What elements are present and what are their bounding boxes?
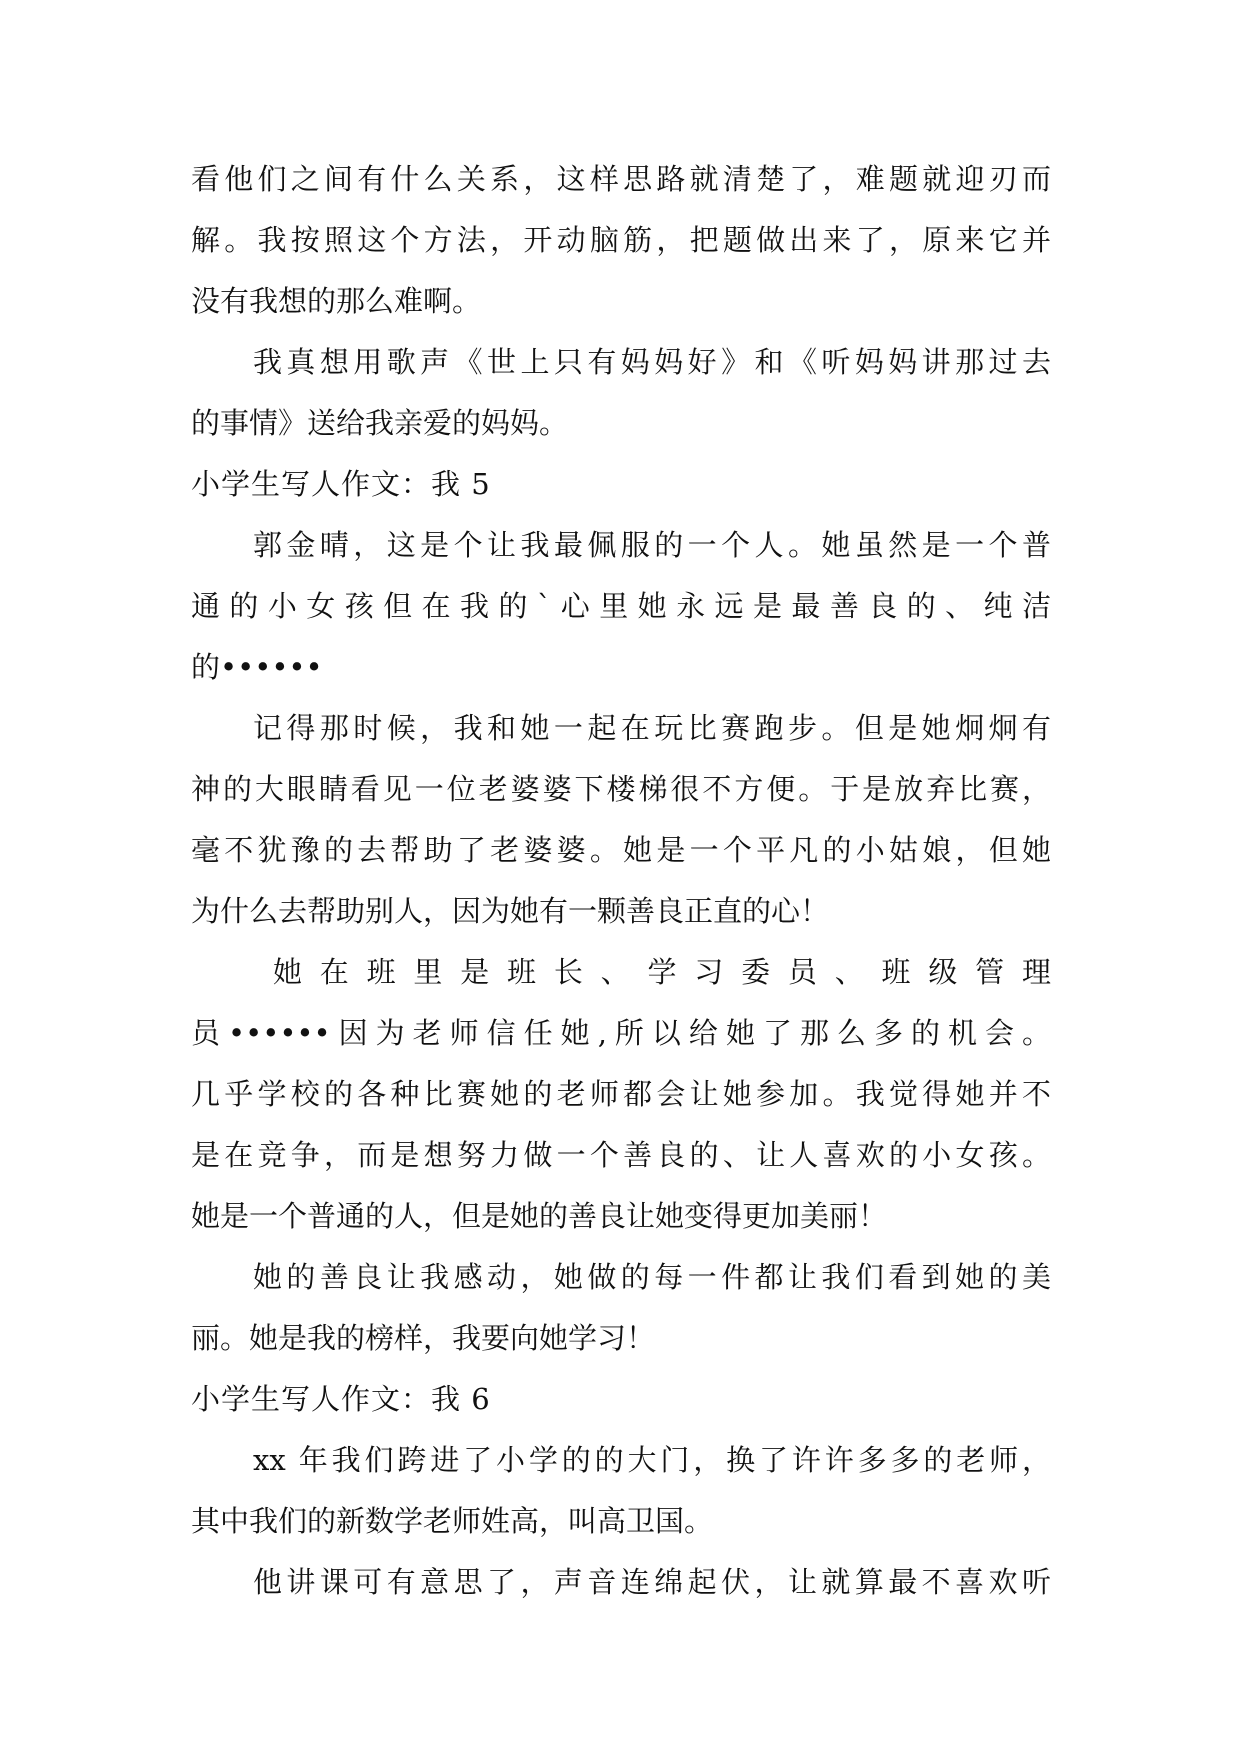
section-heading: 小学生写人作文：我 6 bbox=[191, 1382, 491, 1416]
paragraph-start-line: xx 年我们跨进了小学的的大门，换了许许多多的老师， bbox=[253, 1443, 1051, 1477]
text-line: 为什么去帮助别人，因为她有一颗善良正直的心！ bbox=[191, 894, 830, 928]
document-page bbox=[191, 158, 1051, 1603]
text-line: 几乎学校的各种比赛她的老师都会让她参加。我觉得她并不 bbox=[191, 1077, 1051, 1111]
section-heading: 小学生写人作文：我 5 bbox=[191, 467, 491, 501]
text-line: 看他们之间有什么关系，这样思路就清楚了，难题就迎刃而 bbox=[191, 162, 1051, 196]
text-line: 的•••••• bbox=[191, 650, 323, 684]
paragraph-start-line: 郭金晴，这是个让我最佩服的一个人。她虽然是一个普 bbox=[253, 528, 1051, 562]
text-line: 是在竞争，而是想努力做一个善良的、让人喜欢的小女孩。 bbox=[191, 1138, 1051, 1172]
text-line: 的事情》送给我亲爱的妈妈。 bbox=[191, 406, 569, 440]
paragraph-start-line: 记得那时候，我和她一起在玩比赛跑步。但是她炯炯有 bbox=[253, 711, 1051, 745]
paragraph-start-line: 她在班里是班长、学习委员、班级管理 bbox=[273, 955, 1051, 989]
text-line: 毫不犹豫的去帮助了老婆婆。她是一个平凡的小姑娘，但她 bbox=[191, 833, 1051, 867]
paragraph-start-line: 我真想用歌声《世上只有妈妈好》和《听妈妈讲那过去 bbox=[253, 345, 1051, 379]
paragraph-start-line: 她的善良让我感动，她做的每一件都让我们看到她的美 bbox=[253, 1260, 1051, 1294]
text-line: 员••••••因为老师信任她,所以给她了那么多的机会。 bbox=[191, 1016, 1051, 1050]
text-line: 没有我想的那么难啊。 bbox=[191, 284, 482, 318]
text-line: 其中我们的新数学老师姓高，叫高卫国。 bbox=[191, 1504, 714, 1538]
text-line: 神的大眼睛看见一位老婆婆下楼梯很不方便。于是放弃比赛， bbox=[191, 772, 1051, 806]
text-line: 解。我按照这个方法，开动脑筋，把题做出来了，原来它并 bbox=[191, 223, 1051, 257]
text-line: 通的小女孩但在我的`心里她永远是最善良的、纯洁 bbox=[191, 589, 1051, 623]
paragraph-start-line: 他讲课可有意思了，声音连绵起伏，让就算最不喜欢听 bbox=[253, 1565, 1051, 1599]
text-line: 丽。她是我的榜样，我要向她学习！ bbox=[191, 1321, 656, 1355]
text-line: 她是一个普通的人，但是她的善良让她变得更加美丽！ bbox=[191, 1199, 888, 1233]
